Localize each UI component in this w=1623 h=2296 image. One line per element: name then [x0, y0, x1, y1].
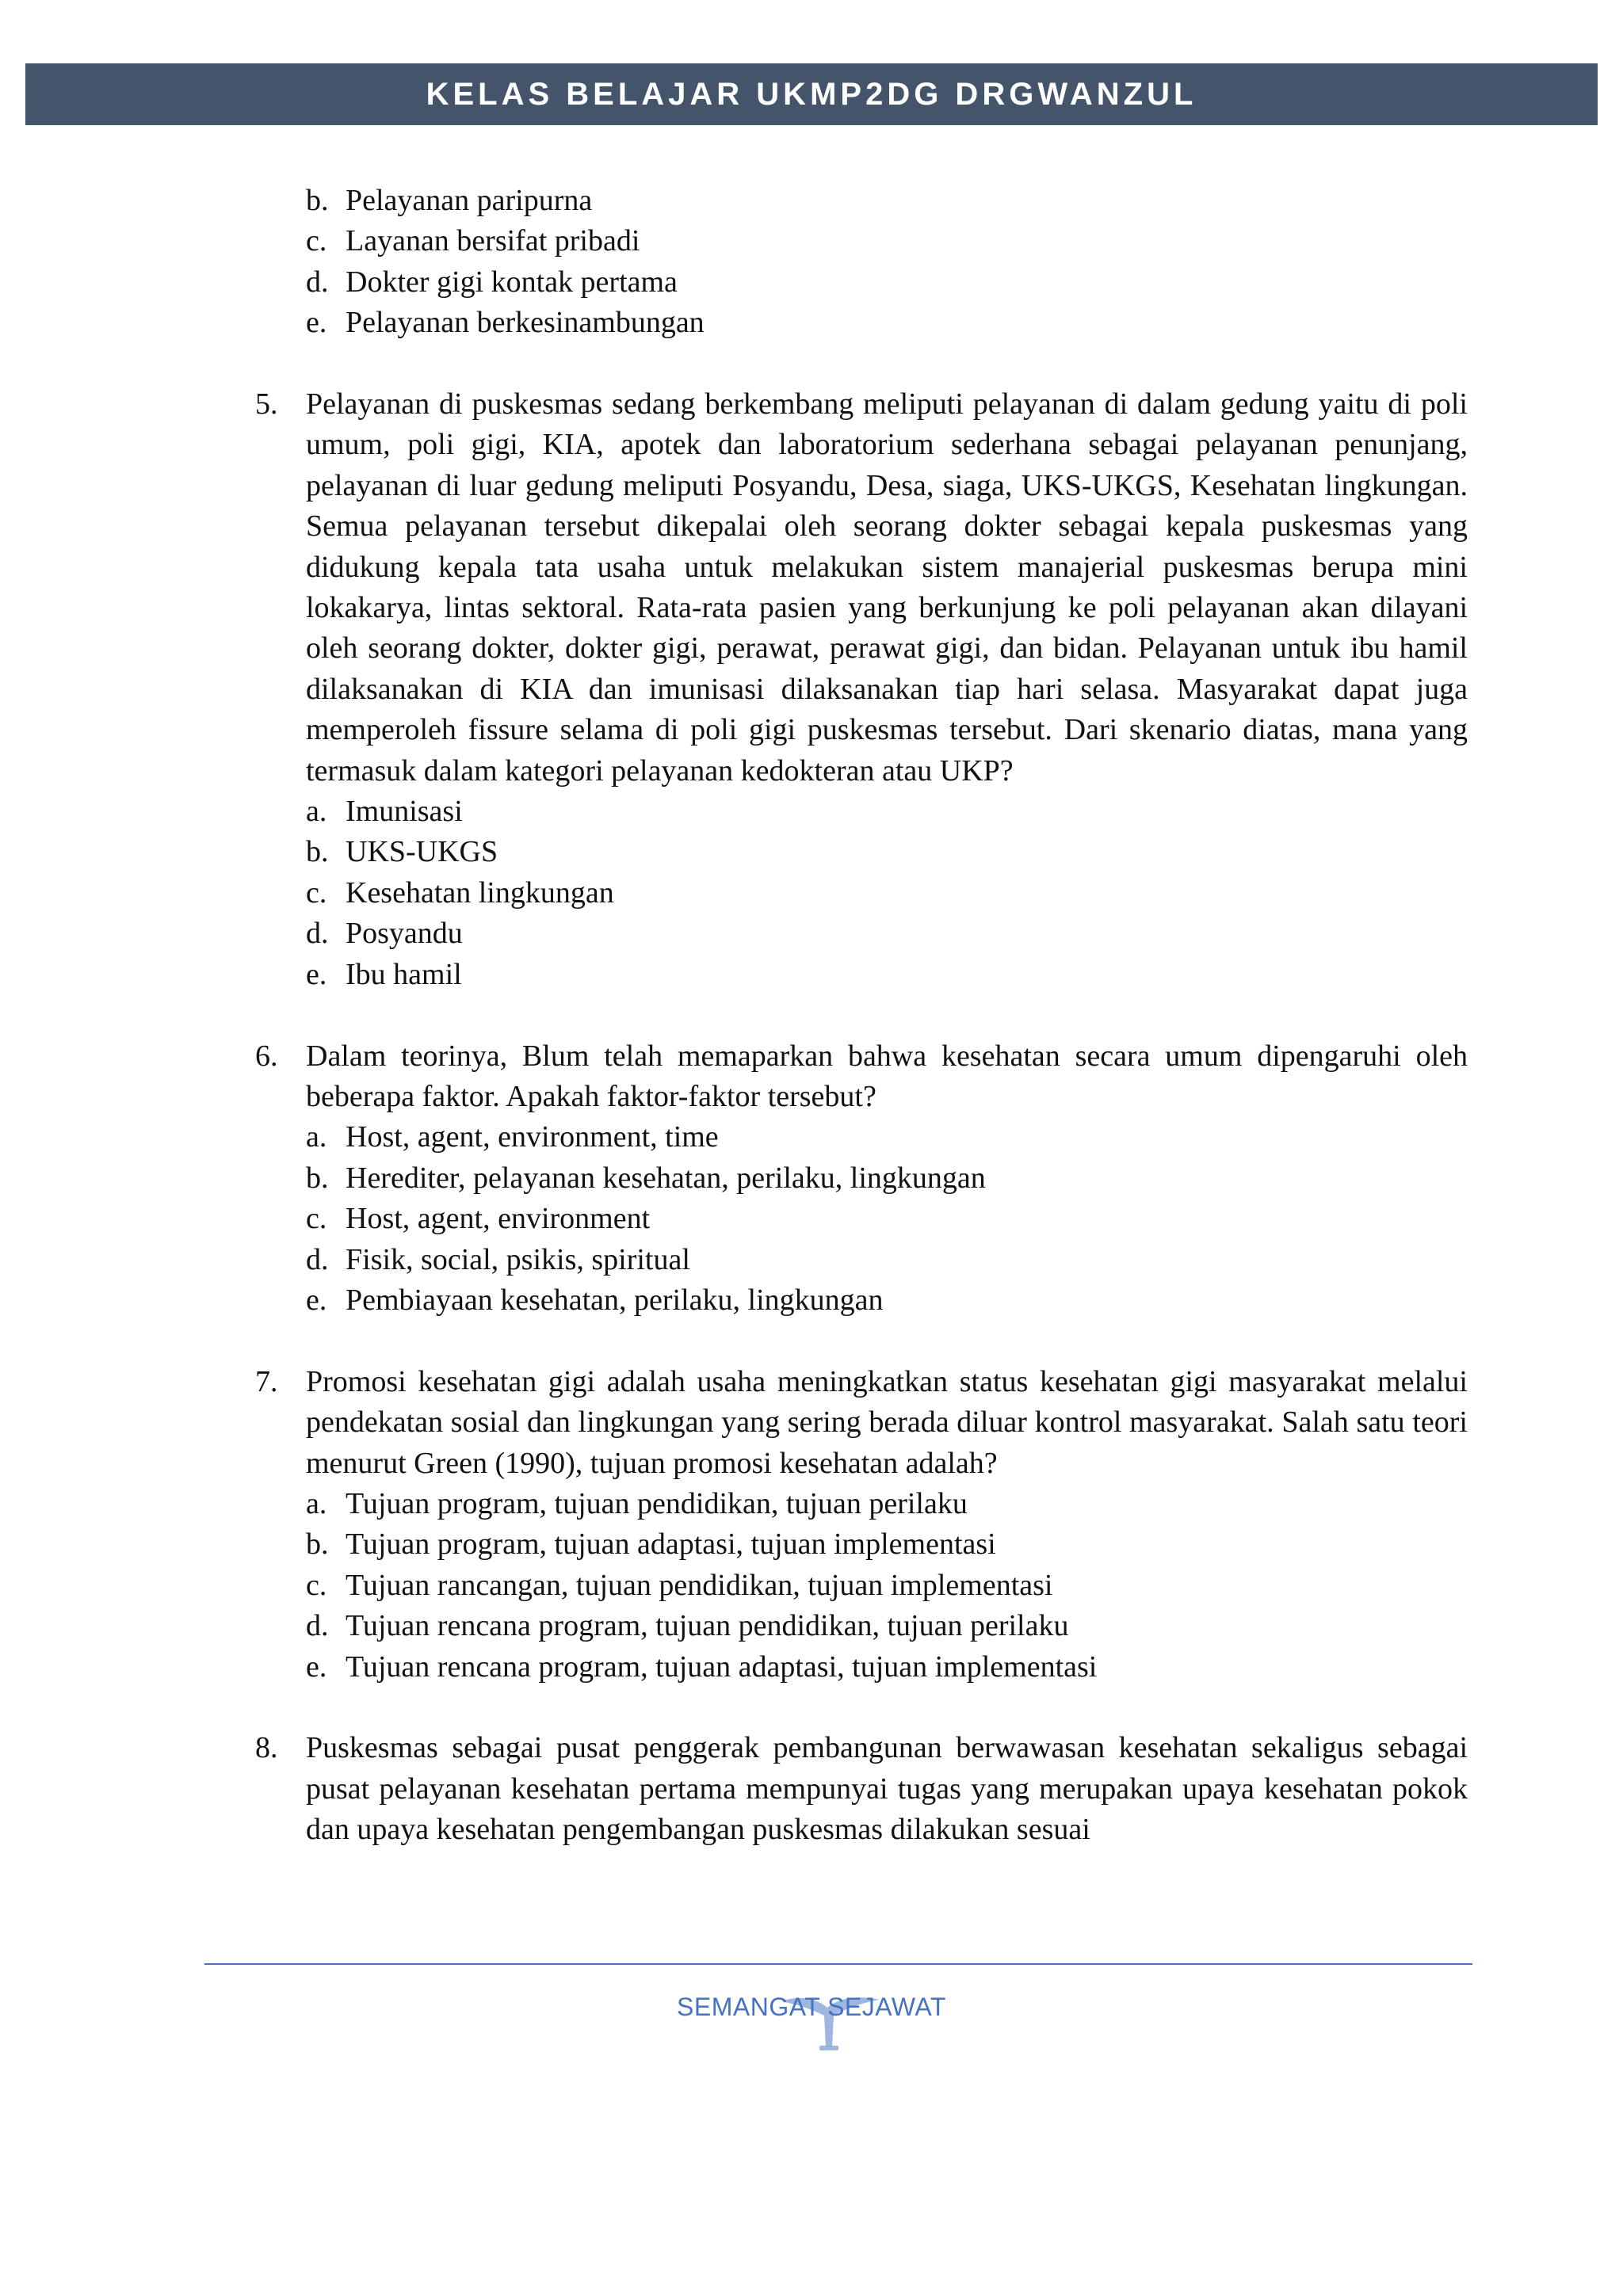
option-letter: e.: [306, 1650, 327, 1684]
footer-text: SEMANGAT SEJAWAT: [677, 1993, 946, 2021]
option-letter: d.: [306, 1242, 329, 1276]
option-letter: e.: [306, 1283, 327, 1317]
option-text: Tujuan rencana program, tujuan adaptasi, tujuan implementasi: [346, 1650, 1098, 1684]
option-item: [306, 913, 1468, 954]
question-body: [306, 1728, 1468, 1850]
option-letter: b.: [306, 184, 329, 217]
question-7: [255, 1362, 1468, 1688]
footer-rule: [204, 1963, 1472, 1965]
option-letter: d.: [306, 1609, 329, 1643]
option-item: [255, 221, 1468, 261]
option-letter: c.: [306, 875, 327, 910]
option-letter: b.: [306, 1527, 329, 1562]
option-text: Tujuan rencana program, tujuan pendidikan, tujuan perilaku: [346, 1609, 1069, 1643]
option-letter: a.: [306, 1120, 327, 1154]
question-text: Pelayanan di puskesmas sedang berkembang meliputi pelayanan di dalam gedung yaitu di poli umum, poli gigi, KIA, apotek dan laboratorium sederhana sebagai pelayanan penunjang, pelayanan di luar gedung meliputi Posyandu, Desa, siaga, UKS-UKGS, Kesehatan lingkungan. Semua pelayanan tersebut dikepalai oleh seorang dokter sebagai kepala puskesmas yang didukung kepala tata usaha untuk melakukan sistem manajerial puskesmas berupa mini lokakarya, lintas sektoral. Rata-rata pasien yang berkunjung ke poli pelayanan akan dilayani oleh seorang dokter, dokter gigi, perawat, perawat gigi, dan bidan. Pelayanan untuk ibu hamil dilaksanakan di KIA dan imunisasi dilaksanakan tiap hari selasa. Masyarakat dapat juga memperoleh fissure selama di poli gigi puskesmas tersebut. Dari skenario diatas, mana yang termasuk dalam kategori pelayanan kedokteran atau UKP?: [306, 387, 1468, 788]
option-item: [306, 1117, 1468, 1158]
option-text: Dokter gigi kontak pertama: [346, 265, 678, 299]
question-options: [306, 1484, 1468, 1688]
question-body: [306, 384, 1468, 995]
option-item: [306, 1240, 1468, 1280]
option-text: Host, agent, environment: [346, 1202, 651, 1236]
option-text: Pembiayaan kesehatan, perilaku, lingkungan: [346, 1283, 884, 1317]
question-number: 6.: [255, 1039, 278, 1073]
option-item: [306, 955, 1468, 995]
header-band: [25, 63, 1598, 125]
option-item: [306, 873, 1468, 913]
option-letter: e.: [306, 957, 327, 991]
option-letter: e.: [306, 306, 327, 340]
option-item: [255, 262, 1468, 303]
option-item: [306, 1524, 1468, 1565]
option-item: [306, 832, 1468, 872]
option-text: Imunisasi: [346, 795, 463, 829]
question-6: [255, 1036, 1468, 1322]
question-body: [306, 1362, 1468, 1688]
option-letter: c.: [306, 224, 327, 258]
option-letter: c.: [306, 1568, 327, 1602]
question-options: [306, 1117, 1468, 1321]
option-letter: a.: [306, 1486, 327, 1520]
option-letter: b.: [306, 1161, 329, 1195]
option-item: [306, 1199, 1468, 1239]
option-text: Tujuan rancangan, tujuan pendidikan, tujuan implementasi: [346, 1568, 1053, 1602]
option-text: Posyandu: [346, 917, 463, 951]
option-text: Pelayanan paripurna: [346, 184, 593, 217]
option-letter: d.: [306, 917, 329, 951]
option-item: [306, 791, 1468, 832]
question-options: [306, 791, 1468, 995]
option-text: Kesehatan lingkungan: [346, 875, 614, 910]
option-item: [306, 1484, 1468, 1524]
header-title: KELAS BELAJAR UKMP2DG DRGWANZUL: [426, 76, 1197, 112]
option-text: Layanan bersifat pribadi: [346, 224, 640, 258]
option-text: Host, agent, environment, time: [346, 1120, 719, 1154]
option-text: UKS-UKGS: [346, 835, 498, 869]
option-item: [306, 1280, 1468, 1321]
option-letter: c.: [306, 1202, 327, 1236]
option-item: [306, 1606, 1468, 1646]
option-text: Ibu hamil: [346, 957, 462, 991]
question-body: [306, 1036, 1468, 1322]
option-item: [255, 181, 1468, 221]
question-5: [255, 384, 1468, 995]
option-item: [255, 303, 1468, 343]
option-text: Pelayanan berkesinambungan: [346, 306, 705, 340]
question-number: 7.: [255, 1364, 278, 1398]
question-number: 8.: [255, 1731, 278, 1765]
question-text: Dalam teorinya, Blum telah memaparkan bahwa kesehatan secara umum dipengaruhi oleh beberapa faktor. Apakah faktor-faktor tersebut?: [306, 1039, 1468, 1113]
question-text: Promosi kesehatan gigi adalah usaha meningkatkan status kesehatan gigi masyarakat melalui pendekatan sosial dan lingkungan yang sering berada diluar kontrol masyarakat. Salah satu teori menurut Green (1990), tujuan promosi kesehatan adalah?: [306, 1364, 1468, 1480]
option-item: [306, 1647, 1468, 1688]
question-text: Puskesmas sebagai pusat penggerak pembangunan berwawasan kesehatan sekaligus sebagai pusat pelayanan kesehatan pertama mempunyai tugas yang merupakan upaya kesehatan pokok dan upaya kesehatan pengembangan puskesmas dilakukan sesuai: [306, 1731, 1468, 1847]
option-text: Herediter, pelayanan kesehatan, perilaku, lingkungan: [346, 1161, 986, 1195]
continuation-options: [255, 181, 1468, 344]
option-letter: b.: [306, 835, 329, 869]
question-number: 5.: [255, 387, 278, 421]
option-letter: d.: [306, 265, 329, 299]
option-item: [306, 1566, 1468, 1606]
option-text: Tujuan program, tujuan pendidikan, tujuan perilaku: [346, 1486, 968, 1520]
option-item: [306, 1158, 1468, 1199]
option-text: Fisik, social, psikis, spiritual: [346, 1242, 690, 1276]
option-text: Tujuan program, tujuan adaptasi, tujuan implementasi: [346, 1527, 996, 1562]
question-8: [255, 1728, 1468, 1850]
option-letter: a.: [306, 795, 327, 829]
page-content: [255, 181, 1468, 1851]
